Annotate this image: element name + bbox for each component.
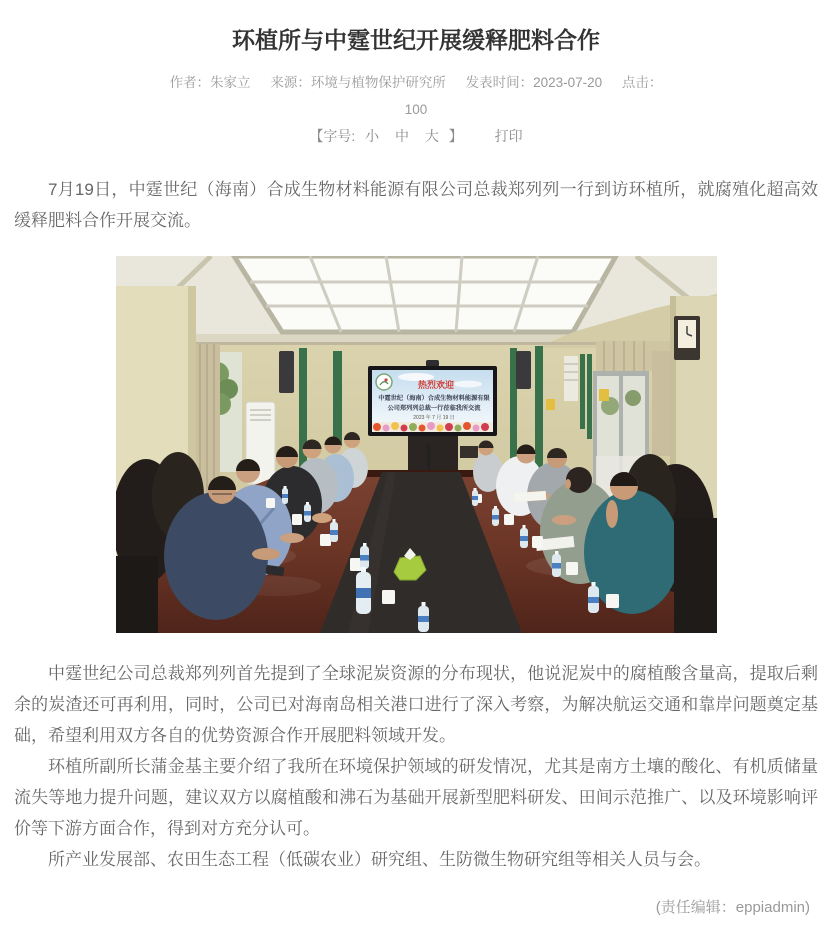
meta-publish-date: 发表时间：2023-07-20: [465, 75, 603, 90]
screen-welcome-text: 热烈欢迎: [417, 380, 454, 390]
fontsize-large-link[interactable]: 大: [424, 128, 439, 144]
fontsize-prefix: 【字号:: [309, 128, 356, 144]
screen-company-line1: 中霆世纪（海南）合成生物材料能源有限: [377, 395, 490, 402]
article-paragraph: 中霆世纪公司总裁郑列列首先提到了全球泥炭资源的分布现状，他说泥炭中的腐植酸含量高，提取后剩余的炭渣还可再利用，同时，公司已对海南岛相关港口进行了深入考察，为解决航运交通和靠岸问题奠定基础，希望利用双方各自的优势资源合作开展肥料领域开发。: [14, 664, 818, 745]
article-paragraph: 7月19日，中霆世纪（海南）合成生物材料能源有限公司总裁郑列列一行到访环植所，就腐殖化超高效缓释肥料合作开展交流。: [14, 180, 818, 230]
meta-source: 来源：环境与植物保护研究所: [270, 75, 446, 90]
screen-company-line2: 公司郑列列总裁一行莅临我所交流: [387, 405, 480, 412]
photo-container: [0, 256, 832, 633]
slide-flower-border: [372, 422, 493, 432]
fontsize-suffix: 】: [448, 128, 463, 144]
screen-date-text: 2023 年 7 月 19 日: [412, 415, 455, 421]
article-paragraph: 所产业发展部、农田生态工程（低碳农业）研究组、生防微生物研究组等相关人员与会。: [48, 850, 711, 869]
meta-clicks-label: 点击：: [621, 75, 663, 90]
editor-credit: (责任编辑：eppiadmin): [655, 899, 810, 916]
av-stand: [408, 436, 458, 472]
print-link[interactable]: 打印: [494, 128, 523, 144]
article-paragraph: 环植所副所长蒲金基主要介绍了我所在环境保护领域的研发情况，尤其是南方土壤的酸化、有机质储量流失等地力提升问题，建议双方以腐植酸和沸石为基础开展新型肥料研发、田间示范推广、以及环境影响评价等下游方面合作，得到对方充分认可。: [14, 757, 818, 838]
fontsize-medium-link[interactable]: 中: [395, 128, 409, 144]
page-title: 环植所与中霆世纪开展缓释肥料合作: [232, 27, 600, 53]
font-size-toolbar: [0, 123, 832, 150]
meta-author: 作者：朱家立: [169, 75, 251, 90]
wall-clock: [674, 316, 700, 360]
fontsize-small-link[interactable]: 小: [365, 128, 380, 144]
article-page: [0, 25, 832, 929]
meta-clicks-value: 100: [404, 102, 428, 117]
meeting-photo: [116, 256, 717, 633]
article-body: [0, 174, 832, 875]
article-meta-line: [0, 69, 832, 96]
article-meta: [0, 69, 832, 123]
